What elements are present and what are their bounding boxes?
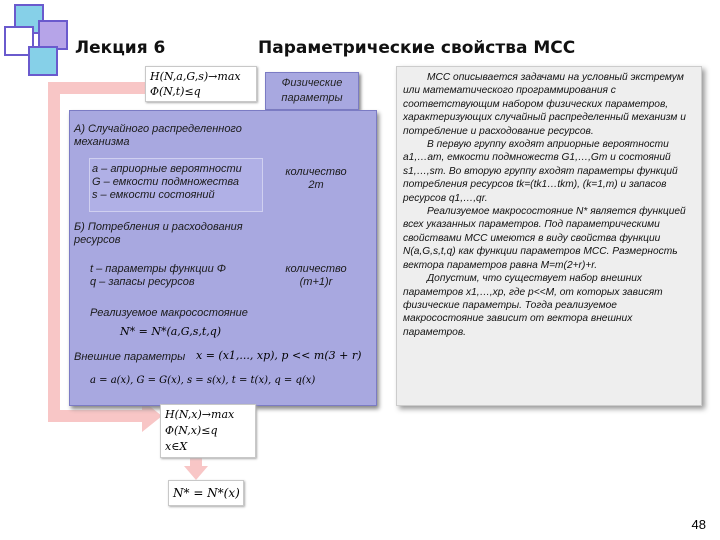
description-paragraph: Реализуемое макросостояние N* является функцией всех указанных параметров. Под параметрическими свойствами МСС имеются в виду свойства функции N(a,G,s,t,q) как функции параметров МСС. Размерность вектора параметров равна M=m(2+r)+r. [403, 206, 686, 271]
external-params-label: Внешние параметры [74, 351, 186, 363]
lecture-label: Лекция 6 [75, 38, 166, 58]
flow-arrow-top [48, 82, 146, 94]
logo [0, 0, 70, 75]
physical-params-label: Физические параметры [265, 72, 359, 110]
flow-arrow-left [48, 82, 60, 422]
flow-arrow-bottom [48, 410, 144, 422]
macro-state-label: Реализуемое макросостояние [90, 307, 248, 319]
count-b: количество (m+1)r [285, 263, 347, 288]
bottom-formula [160, 404, 256, 458]
section-a-label: А) Случайного распределенного механизма [74, 123, 242, 148]
macro-state-formula: N* = N*(a,G,s,t,q) [120, 325, 222, 338]
formula-line: x∈X [165, 440, 188, 453]
count-a: количество 2m [285, 166, 347, 191]
section-a-items: а – априорные вероятности G – емкости подмножества s – емкости состояний [92, 163, 242, 201]
description-paragraph: МСС описывается задачами на условный экстремум или математического программирования с соответствующим набором физических параметров, характеризующих случайный распределенный механизм и потребление и расходование ресурсов. [403, 72, 686, 137]
dependency-formula: a = a(x), G = G(x), s = s(x), t = t(x), q = q(x) [90, 375, 316, 386]
formula-line: Φ(N,x)≤q [165, 424, 218, 437]
top-formula [145, 66, 257, 102]
final-formula: N* = N*(x) [168, 480, 244, 506]
formula-line: H(N,x)→max [165, 408, 235, 421]
formula-line: H(N,a,G,s)→max [150, 70, 241, 83]
section-a-items-box [89, 158, 263, 212]
description-panel [396, 66, 702, 406]
description-paragraph: В первую группу входят априорные вероятности a1,…am, емкости подмножеств G1,…,Gm и состояний s1,…,sm. Во вторую группу входят параметры функций потребления ресурсов tk=(tk1…tkm), (k=1,m) и запасов ресурсов q1,…,qr. [403, 139, 678, 204]
section-b-label: Б) Потребления и расходования ресурсов [74, 221, 243, 246]
page-title: Параметрические свойства МСС [258, 38, 576, 58]
description-paragraph: Допустим, что существует набор внешних параметров x1,…,xp, где p<<M, от которых зависят физические параметры. Тогда реализуемое макросостояние зависит от вектора внешних параметров. [403, 273, 663, 338]
external-params-formula: x = (x1,..., xp), p << m(3 + r) [196, 349, 362, 362]
parameters-box [69, 110, 377, 406]
page-number: 48 [691, 517, 706, 532]
section-b-items: t – параметры функции Φ q – запасы ресурсов [90, 263, 227, 288]
logo-square [28, 46, 58, 76]
flow-arrowhead-down [184, 466, 208, 480]
formula-line: Φ(N,t)≤q [150, 85, 201, 98]
